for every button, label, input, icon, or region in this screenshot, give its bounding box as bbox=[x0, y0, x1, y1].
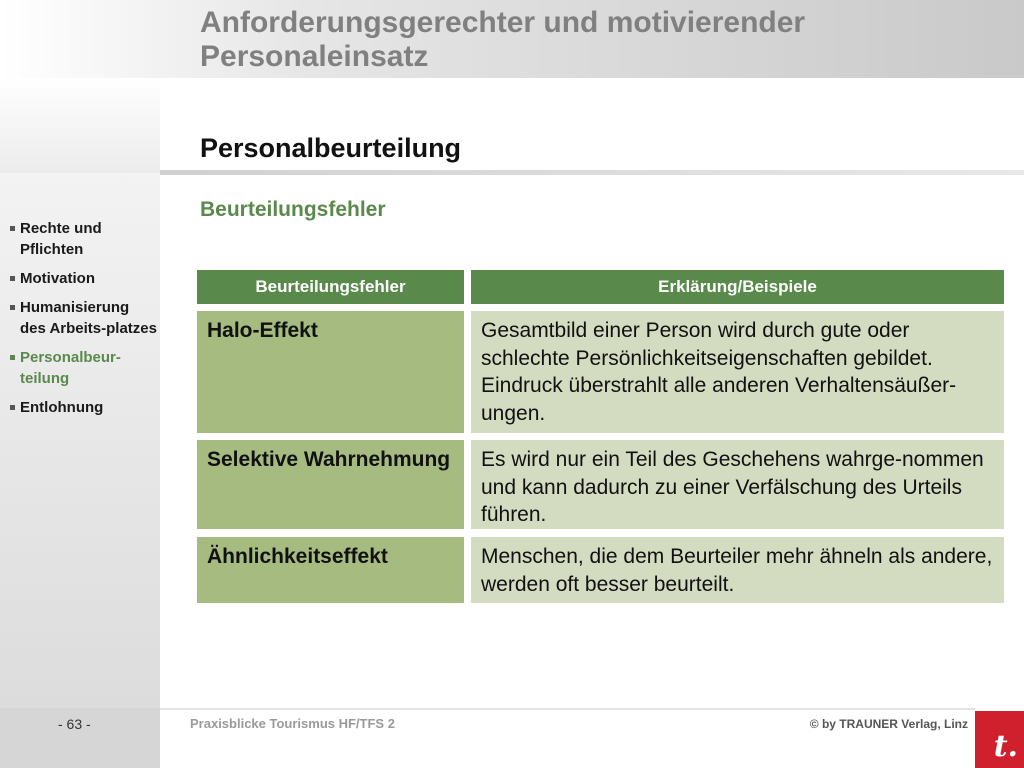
footer-copyright: © by TRAUNER Verlag, Linz bbox=[809, 717, 968, 731]
section-heading: Beurteilungsfehler bbox=[200, 198, 386, 221]
nav-item-entlohnung[interactable]: Entlohnung bbox=[10, 397, 158, 418]
table-cell-explanation: Gesamtbild einer Person wird durch gute oder schlechte Persönlichkeitseigenschaften gebildet. Eindruck überstrahlt alle anderen Verhaltensäußer-ungen. bbox=[471, 311, 1004, 433]
table-cell-term: Halo-Effekt bbox=[197, 311, 464, 433]
footer-divider bbox=[160, 708, 975, 710]
table-header-term: Beurteilungsfehler bbox=[197, 270, 464, 304]
table-cell-explanation: Menschen, die dem Beurteiler mehr ähneln als andere, werden oft besser beurteilt. bbox=[471, 537, 1004, 603]
page-number: - 63 - bbox=[58, 716, 91, 732]
nav-item-personalbeurteilung[interactable]: Personalbeur-teilung bbox=[10, 347, 158, 389]
nav-item-humanisierung[interactable]: Humanisierung des Arbeits-platzes bbox=[10, 297, 158, 339]
trauner-logo bbox=[975, 711, 1024, 768]
title-divider bbox=[160, 170, 1024, 175]
slide-title: Anforderungsgerechter und motivierender Personaleinsatz bbox=[200, 6, 806, 73]
nav-item-rechte-und-pflichten[interactable]: Rechte und Pflichten bbox=[10, 218, 158, 260]
logo-text: t. bbox=[993, 729, 1018, 764]
left-panel-shade bbox=[0, 78, 160, 173]
slide-subtitle: Personalbeurteilung bbox=[200, 133, 462, 163]
topic-nav bbox=[10, 218, 158, 426]
table-header-explanation: Erklärung/Beispiele bbox=[471, 270, 1004, 304]
footer-source: Praxisblicke Tourismus HF/TFS 2 bbox=[190, 716, 395, 731]
table-cell-explanation: Es wird nur ein Teil des Geschehens wahrge-nommen und kann dadurch zu einer Verfälschung des Urteils führen. bbox=[471, 440, 1004, 529]
table-cell-term: Ähnlichkeitseffekt bbox=[197, 537, 464, 603]
table-cell-term: Selektive Wahrnehmung bbox=[197, 440, 464, 529]
nav-item-motivation[interactable]: Motivation bbox=[10, 268, 158, 289]
